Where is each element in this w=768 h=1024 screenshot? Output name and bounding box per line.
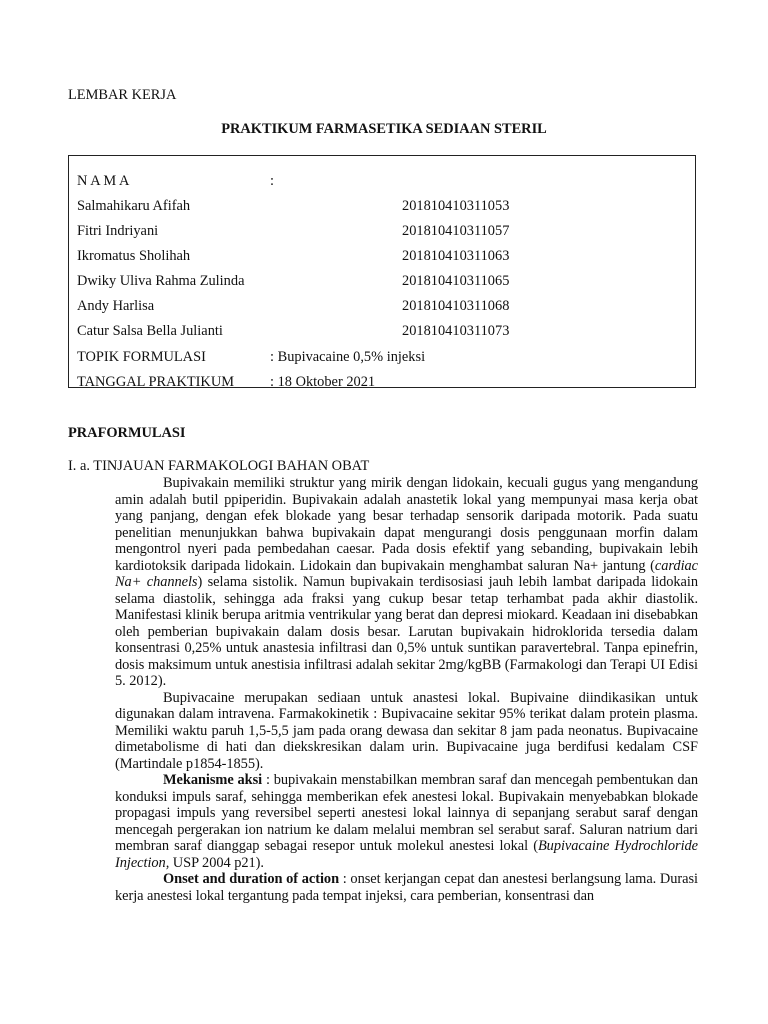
body-text — [115, 475, 698, 904]
italic-text: cardiac Na+ channels — [115, 557, 698, 590]
member-info-box — [68, 155, 696, 388]
subsection-heading: I. a. TINJAUAN FARMAKOLOGI BAHAN OBAT — [68, 458, 370, 474]
nama-label: N A M A — [77, 173, 130, 189]
text-run: : bupivakain menstabilkan membran saraf dan mencegah pembentukan dan konduksi impuls saraf, sehingga memberikan efek anestesi lokal. Bupivakain menyebabkan blokade propagasi impuls yang reversibel seperti anestesi lokal lainnya di sepanjang serabut saraf dengan mencegah pergerakan ion natrium ke dalam melalui membran sel serabut saraf. Saluran natrium dari membran saraf dianggap sebagai resepor untuk molekul anestesi lokal ( — [115, 772, 698, 854]
document-title: PRAKTIKUM FARMASETIKA SEDIAAN STERIL — [221, 121, 547, 137]
bold-term: Onset and duration of action — [163, 871, 340, 887]
member-name: Dwiky Uliva Rahma Zulinda — [77, 273, 245, 289]
member-nim: 201810410311063 — [402, 248, 510, 264]
text-run: : onset kerjangan cepat dan anestesi berlangsung lama. Durasi kerja anestesi lokal tergantung pada tempat injeksi, cara pemberian, konsentrasi dan — [115, 871, 698, 904]
member-nim: 201810410311068 — [402, 298, 510, 314]
member-nim: 201810410311057 — [402, 223, 510, 239]
topik-value: : Bupivacaine 0,5% injeksi — [270, 349, 426, 365]
topik-label: TOPIK FORMULASI — [77, 349, 206, 365]
member-nim: 201810410311065 — [402, 273, 510, 289]
member-name: Catur Salsa Bella Julianti — [77, 323, 223, 339]
document-label: LEMBAR KERJA — [68, 87, 177, 103]
bold-term: Mekanisme aksi — [163, 772, 263, 788]
member-name: Salmahikaru Afifah — [77, 198, 191, 214]
member-name: Fitri Indriyani — [77, 223, 159, 239]
member-name: Ikromatus Sholihah — [77, 248, 191, 264]
text-run: USP 2004 p21). — [169, 854, 264, 871]
italic-text: Bupivacaine Hydrochloride Injection, — [115, 838, 699, 871]
paragraph — [115, 871, 698, 904]
tanggal-label: TANGGAL PRAKTIKUM — [77, 374, 235, 390]
nama-colon: : — [270, 173, 274, 189]
member-name: Andy Harlisa — [77, 298, 155, 314]
text-run: ) selama sistolik. Namun bupivakain terdisosiasi jauh lebih lambat daripada lidokain selama diastolik, sehingga ada fraksi yang cukup besar tetap terhambat pada akhir diastolik. Manifestasi klinik berupa aritmia ventrikular yang berat dan depresi miokard. Keadaan ini disebabkan oleh pemberian bupivakain dalam dosis besar. Larutan bupivakain hidroklorida tersedia dalam konsentrasi 0,25% untuk anastesia infiltrasi dan 0,5% untuk suntikan paravertebral. Tanpa epinefrin, dosis maksimum untuk anestisia infiltrasi adalah sekitar 2mg/kgBB (Farmakologi dan Terapi UI Edisi 5. 2012). — [115, 574, 698, 689]
section-heading: PRAFORMULASI — [68, 425, 186, 441]
paragraph: Bupivacaine merupakan sediaan untuk anastesi lokal. Bupivaine diindikasikan untuk digunakan dalam intravena. Farmakokinetik : Bupivacaine sekitar 95% terikat dalam protein plasma. Memiliki waktu paruh 1,5-5,5 jam pada orang dewasa dan sekitar 8 jam pada neonatus. Bupivacaine dimetabolisme di hati dan diekskresikan dalam urin. Bupivacaine juga berdifusi kedalam CSF (Martindale p1854-1855). — [115, 689, 698, 772]
tanggal-value: : 18 Oktober 2021 — [270, 374, 376, 390]
paragraph — [115, 772, 698, 871]
paragraph — [115, 475, 698, 690]
member-nim: 201810410311073 — [402, 323, 510, 339]
text-run: Bupivakain memiliki struktur yang mirik dengan lidokain, kecuali gugus yang mengandung amin adalah butil ppiperidin. Bupivakain adalah anastetik lokal yang mempunyai masa kerja obat yang panjang, dengan efek blokade yang besar terhadap sensorik daripada motorik. Pada suatu penelitian menunjukkan bahwa bupivakain dapat mengurangi dosis penggunaan morfin dalam mengontrol nyeri pada pembedahan caesar. Pada dosis efektif yang sebanding, bupivakain lebih kardiotoksik daripada lidokain. Lidokain dan bupivakain menghambat saluran Na+ jantung ( — [115, 475, 698, 574]
member-nim: 201810410311053 — [402, 198, 510, 214]
